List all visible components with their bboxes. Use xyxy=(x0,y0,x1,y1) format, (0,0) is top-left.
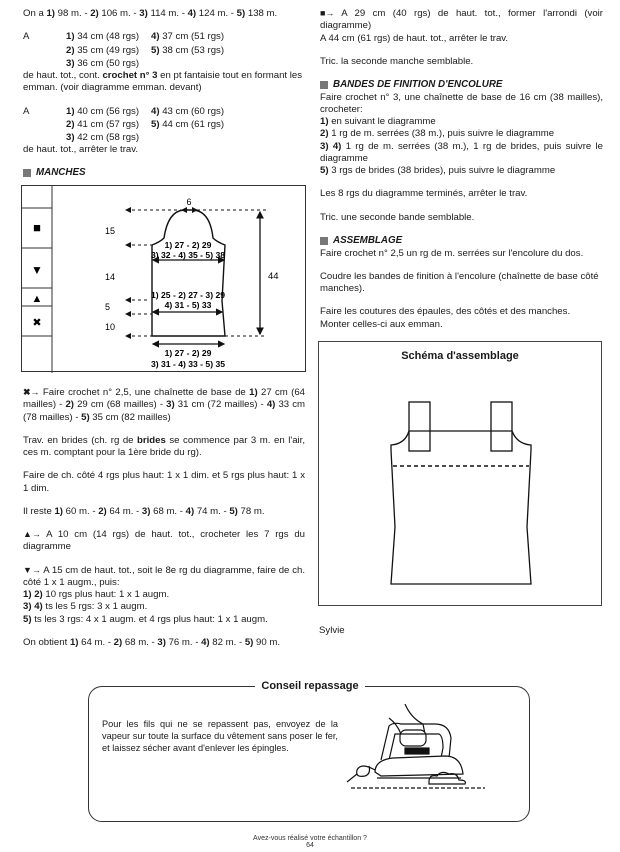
square-arrow-icon: ■→ xyxy=(320,8,335,18)
remaining-stitches-paragraph: Il reste 1) 60 m. - 2) 64 m. - 3) 68 m. - 4) 74 m. - 5) 78 m. xyxy=(23,505,265,517)
ironing-tip-title: Conseil repassage xyxy=(255,680,364,692)
rows-finished-text: Les 8 rgs du diagramme terminés, arrêter le trav. xyxy=(320,188,528,200)
schema-title: Schéma d'assemblage xyxy=(401,350,519,362)
armhole-height-table: A 1) 34 cm (48 rgs) 4) 37 cm (51 rgs) 2) 35 cm (49 rgs) 5) 38 cm (53 rgs) 3) 36 cm (50 rgs) xyxy=(23,31,225,69)
obtained-stitches-paragraph: On obtient 1) 64 m. - 2) 68 m. - 3) 76 m. - 4) 82 m. - 5) 90 m. xyxy=(23,636,281,648)
symbol-up-triangle-icon: ▲ xyxy=(31,293,43,305)
mid-width-line1: 1) 25 - 2) 27 - 3) 29 xyxy=(150,290,226,300)
increase-line-1: 1) 2) 10 rgs plus haut: 1 x 1 augm. xyxy=(23,589,170,601)
author-signature: Sylvie xyxy=(319,625,345,636)
bottom-width-line1: 1) 27 - 2) 29 xyxy=(164,348,212,358)
cross-arrow-icon: ✖→ xyxy=(23,387,40,397)
down-triangle-paragraph: ▼→ A 15 cm de haut. tot., soit le 8e rg du diagramme, faire de ch. côté 1 x 1 augm., puis: xyxy=(23,564,305,588)
top-width-label: 6 xyxy=(186,197,192,207)
left-column xyxy=(23,8,305,179)
brides-paragraph: Trav. en brides (ch. rg de brides se commence par 3 m. en l'air, ces m. comptant pour la 1ère bride du rg). xyxy=(23,434,305,459)
stitch-count-paragraph: On a 1) 98 m. - 2) 106 m. - 3) 114 m. - 4) 124 m. - 5) 138 m. xyxy=(23,8,278,19)
upper-width-line2: 3) 32 - 4) 35 - 5) 38 xyxy=(150,250,226,260)
bandes-paragraph: Faire crochet n° 3, une chaînette de base de 16 cm (38 mailles), crocheter: xyxy=(320,91,603,115)
upper-width-line1: 1) 27 - 2) 29 xyxy=(164,240,212,250)
sleeve-outline xyxy=(152,210,225,336)
garment-body xyxy=(391,431,531,584)
symbol-down-triangle-icon: ▼ xyxy=(31,263,43,277)
footer-question: Avez-vous réalisé votre échantillon ? xyxy=(253,835,367,842)
top-garment-drawing xyxy=(319,342,603,607)
assembly-schema xyxy=(318,341,602,606)
increase-line-2: 3) 4) ts les 5 rgs: 3 x 1 augm. xyxy=(23,601,148,613)
right-strap xyxy=(491,402,512,451)
square-paragraph: ■→ A 29 cm (40 rgs) de haut. tot., former l'arrondi (voir diagramme) xyxy=(320,8,603,32)
page-number: 64 xyxy=(306,842,314,850)
assembly-step-4: Monter celles-ci aux emman. xyxy=(320,318,443,330)
section-title-manches: MANCHES xyxy=(23,167,305,180)
size-label: A xyxy=(23,31,30,43)
height-upper-label: 14 xyxy=(105,272,116,282)
section-title-assemblage: ASSEMBLAGE xyxy=(320,235,603,248)
ironing-tip-text: Pour les fils qui ne se repassent pas, envoyez de la vapeur sur toute la surface du vêtement sans poser le fer, et laissez sécher avant d'enlever les épingles. xyxy=(102,719,338,754)
increase-line-3: 5) ts les 3 rgs: 4 x 1 augm. et 4 rgs plus haut: 1 x 1 augm. xyxy=(23,613,268,625)
bandes-step-2: 2) 1 rg de m. serrées (38 m.), puis suivre le diagramme xyxy=(320,128,555,140)
left-strap xyxy=(409,402,430,451)
bandes-step-1: 1) en suivant le diagramme xyxy=(320,116,436,128)
symbol-cross-icon: ✖ xyxy=(32,317,42,329)
bottom-width-line2: 3) 31 - 4) 33 - 5) 35 xyxy=(150,359,226,369)
section-bullet-icon xyxy=(320,81,328,89)
total-height-label: 44 xyxy=(268,271,279,282)
up-triangle-arrow-icon: ▲→ xyxy=(23,529,41,540)
section-title-bandes: BANDES DE FINITION D'ENCOLURE xyxy=(320,79,603,92)
total-height-table: A 1) 40 cm (56 rgs) 4) 43 cm (60 rgs) 2) 41 cm (57 rgs) 5) 44 cm (61 rgs) 3) 42 cm (58 rgs) xyxy=(23,105,225,144)
assembly-step-3: Faire les coutures des épaules, des côtés et des manches. xyxy=(320,306,571,318)
assembly-step-1: Faire crochet n° 2,5 un rg de m. serrées sur l'encolure du dos. xyxy=(320,247,584,259)
base-chain-paragraph: ✖→ Faire crochet n° 2,5, une chaînette de base de 1) 27 cm (64 mailles) - 2) 29 cm (68 mailles) - 3) 31 cm (72 mailles) - 4) 33 cm (78 mailles) - 5) 35 cm (82 mailles) xyxy=(23,387,306,423)
decrease-paragraph: Faire de ch. côté 4 rgs plus haut: 1 x 1 dim. et 5 rgs plus haut: 1 x 1 dim. xyxy=(23,470,305,494)
section-bullet-icon xyxy=(23,169,31,177)
final-height-paragraph: A 44 cm (61 rgs) de haut. tot., arrêter le trav. xyxy=(320,32,509,44)
armhole-instruction: de haut. tot., cont. crochet n° 3 en pt fantaisie tout en formant les emman. (voir diagramme emman. devant) xyxy=(23,70,303,94)
stop-work-text: de haut. tot., arrêter le trav. xyxy=(23,144,139,156)
second-band-text: Tric. une seconde bande semblable. xyxy=(320,211,475,223)
height-lower-label: 10 xyxy=(105,322,116,332)
up-triangle-paragraph: ▲→ A 10 cm (14 rgs) de haut. tot., crocheter les 7 rgs du diagramme xyxy=(23,529,305,553)
left-column-lower xyxy=(23,387,305,649)
second-sleeve-text: Tric. la seconde manche semblable. xyxy=(320,55,474,67)
iron-icon xyxy=(345,704,495,790)
bandes-step-5: 5) 3 rgs de brides (38 brides), puis suivre le diagramme xyxy=(320,165,556,177)
section-bullet-icon xyxy=(320,237,328,245)
height-pattern-label: 5 xyxy=(105,302,111,312)
height-cap-label: 15 xyxy=(105,226,116,236)
bandes-step-3: 3) 4) 1 rg de m. serrées (38 m.), 1 rg de brides, puis suivre le diagramme xyxy=(320,140,603,164)
mid-width-line2: 4) 31 - 5) 33 xyxy=(164,300,212,310)
right-column xyxy=(320,8,603,331)
ironing-tip-title-row xyxy=(0,679,620,693)
assembly-step-2: Coudre les bandes de finition à l'encolure (chaînette de base côté manches). xyxy=(320,270,599,295)
sleeve-diagram xyxy=(21,185,306,372)
down-triangle-arrow-icon: ▼→ xyxy=(23,564,41,575)
symbol-square-icon: ■ xyxy=(33,220,41,235)
page-footer xyxy=(0,835,620,850)
